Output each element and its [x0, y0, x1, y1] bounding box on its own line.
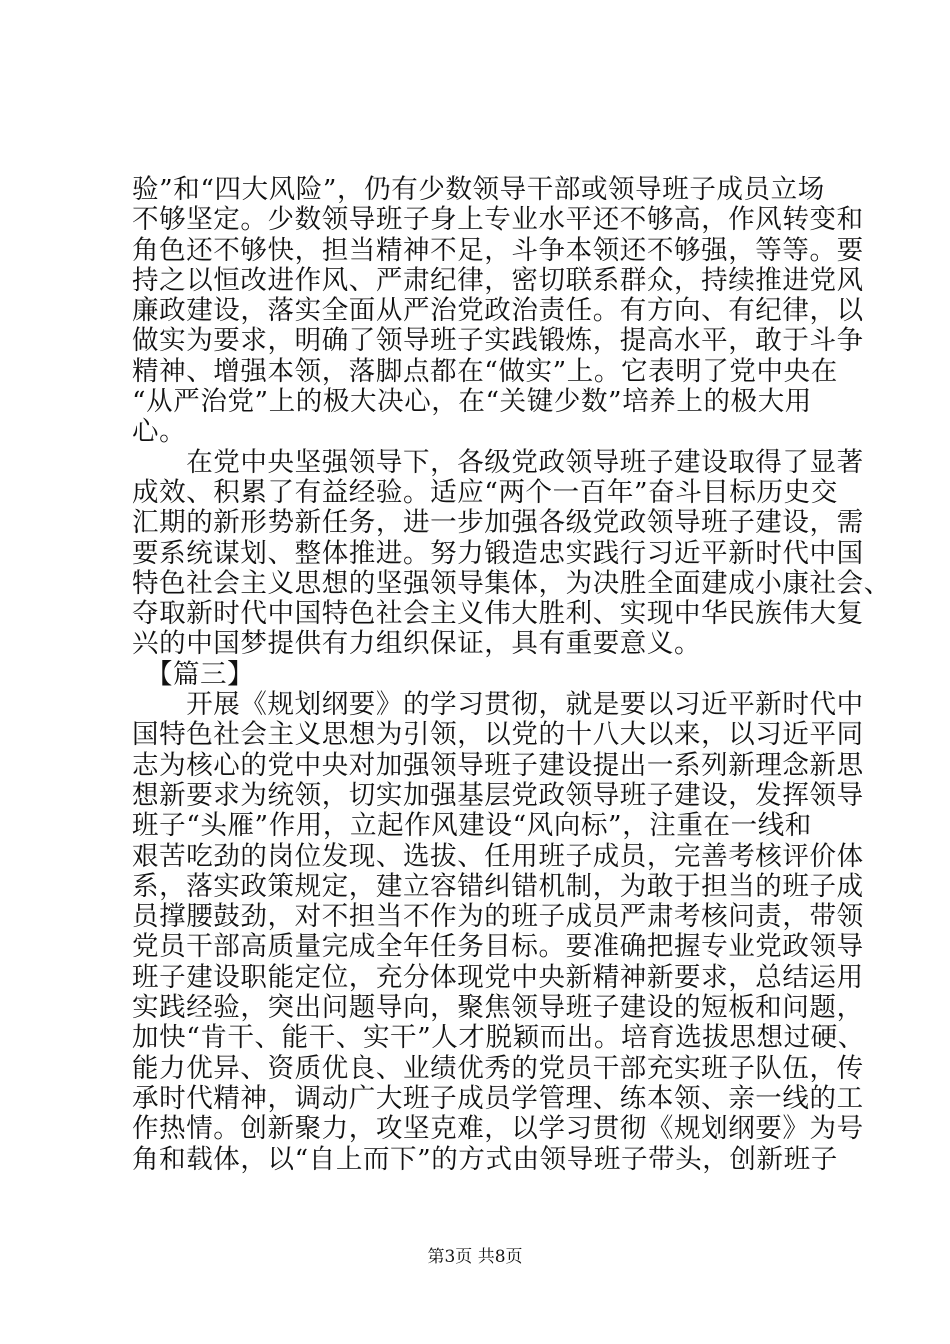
text-line: 能力优异、资质优良、业绩优秀的党员干部充实班子队伍，传 — [132, 1052, 864, 1084]
text-line: 特色社会主义思想的坚强领导集体，为决胜全面建成小康社会、 — [132, 567, 891, 599]
text-line: 作热情。创新聚力，攻坚克难，以学习贯彻《规划纲要》为号 — [132, 1113, 864, 1145]
text-line: 承时代精神，调动广大班子成员学管理、练本领、亲一线的工 — [132, 1082, 864, 1114]
text-line: 成效、积累了有益经验。适应“两个一百年”奋斗目标历史交 — [132, 476, 838, 508]
text-line: 精神、增强本领，落脚点都在“做实”上。它表明了党中央在 — [132, 355, 838, 387]
text-line: 国特色社会主义思想为引领，以党的十八大以来，以习近平同 — [132, 719, 864, 751]
text-line: 要系统谋划、整体推进。努力锻造忠实践行习近平新时代中国 — [132, 537, 864, 569]
text-line: 想新要求为统领，切实加强基层党政领导班子建设，发挥领导 — [132, 779, 864, 811]
text-line: 实践经验，突出问题导向，聚焦领导班子建设的短板和问题， — [132, 992, 864, 1024]
text-line: 持之以恒改进作风、严肃纪律，密切联系群众，持续推进党风 — [132, 264, 864, 296]
text-line: 员撑腰鼓劲，对不担当不作为的班子成员严肃考核问责，带领 — [132, 901, 864, 933]
text-line: 做实为要求，明确了领导班子实践锻炼，提高水平，敢于斗争 — [132, 325, 864, 357]
text-line: 角色还不够快，担当精神不足，斗争本领还不够强，等等。要 — [132, 234, 864, 266]
text-line: 系，落实政策规定，建立容错纠错机制，为敢于担当的班子成 — [132, 870, 864, 902]
text-line: 开展《规划纲要》的学习贯彻，就是要以习近平新时代中 — [132, 689, 864, 721]
text-line: 心。 — [132, 416, 187, 448]
text-line: 【篇三】 — [132, 658, 255, 690]
text-line: 班子建设职能定位，充分体现党中央新精神新要求，总结运用 — [132, 961, 864, 993]
text-line: 艰苦吃劲的岗位发现、选拔、任用班子成员，完善考核评价体 — [132, 840, 864, 872]
text-line: 在党中央坚强领导下，各级党政领导班子建设取得了显著 — [132, 446, 864, 478]
text-line: 夺取新时代中国特色社会主义伟大胜利、实现中华民族伟大复 — [132, 598, 864, 630]
text-line: 廉政建设，落实全面从严治党政治责任。有方向、有纪律，以 — [132, 295, 864, 327]
text-line: 验”和“四大风险”，仍有少数领导干部或领导班子成员立场 — [132, 174, 825, 205]
text-line: 党员干部高质量完成全年任务目标。要准确把握专业党政领导 — [132, 931, 864, 963]
document-body — [132, 174, 891, 1175]
page-footer: 第3页 共8页 — [427, 1247, 523, 1267]
text-line: “从严治党”上的极大决心，在“关键少数”培养上的极大用 — [132, 386, 812, 418]
text-line: 不够坚定。少数领导班子身上专业水平还不够高，作风转变和 — [132, 204, 864, 236]
text-line: 汇期的新形势新任务，进一步加强各级党政领导班子建设，需 — [132, 507, 864, 539]
text-line: 加快“肯干、能干、实干”人才脱颖而出。培育选拔思想过硬、 — [132, 1022, 865, 1054]
text-line: 志为核心的党中央对加强领导班子建设提出一系列新理念新思 — [132, 749, 864, 781]
text-line: 班子“头雁”作用，立起作风建设“风向标”，注重在一线和 — [132, 810, 812, 842]
text-line: 兴的中国梦提供有力组织保证，具有重要意义。 — [132, 628, 702, 660]
text-line: 角和载体，以“自上而下”的方式由领导班子带头，创新班子 — [132, 1143, 838, 1175]
